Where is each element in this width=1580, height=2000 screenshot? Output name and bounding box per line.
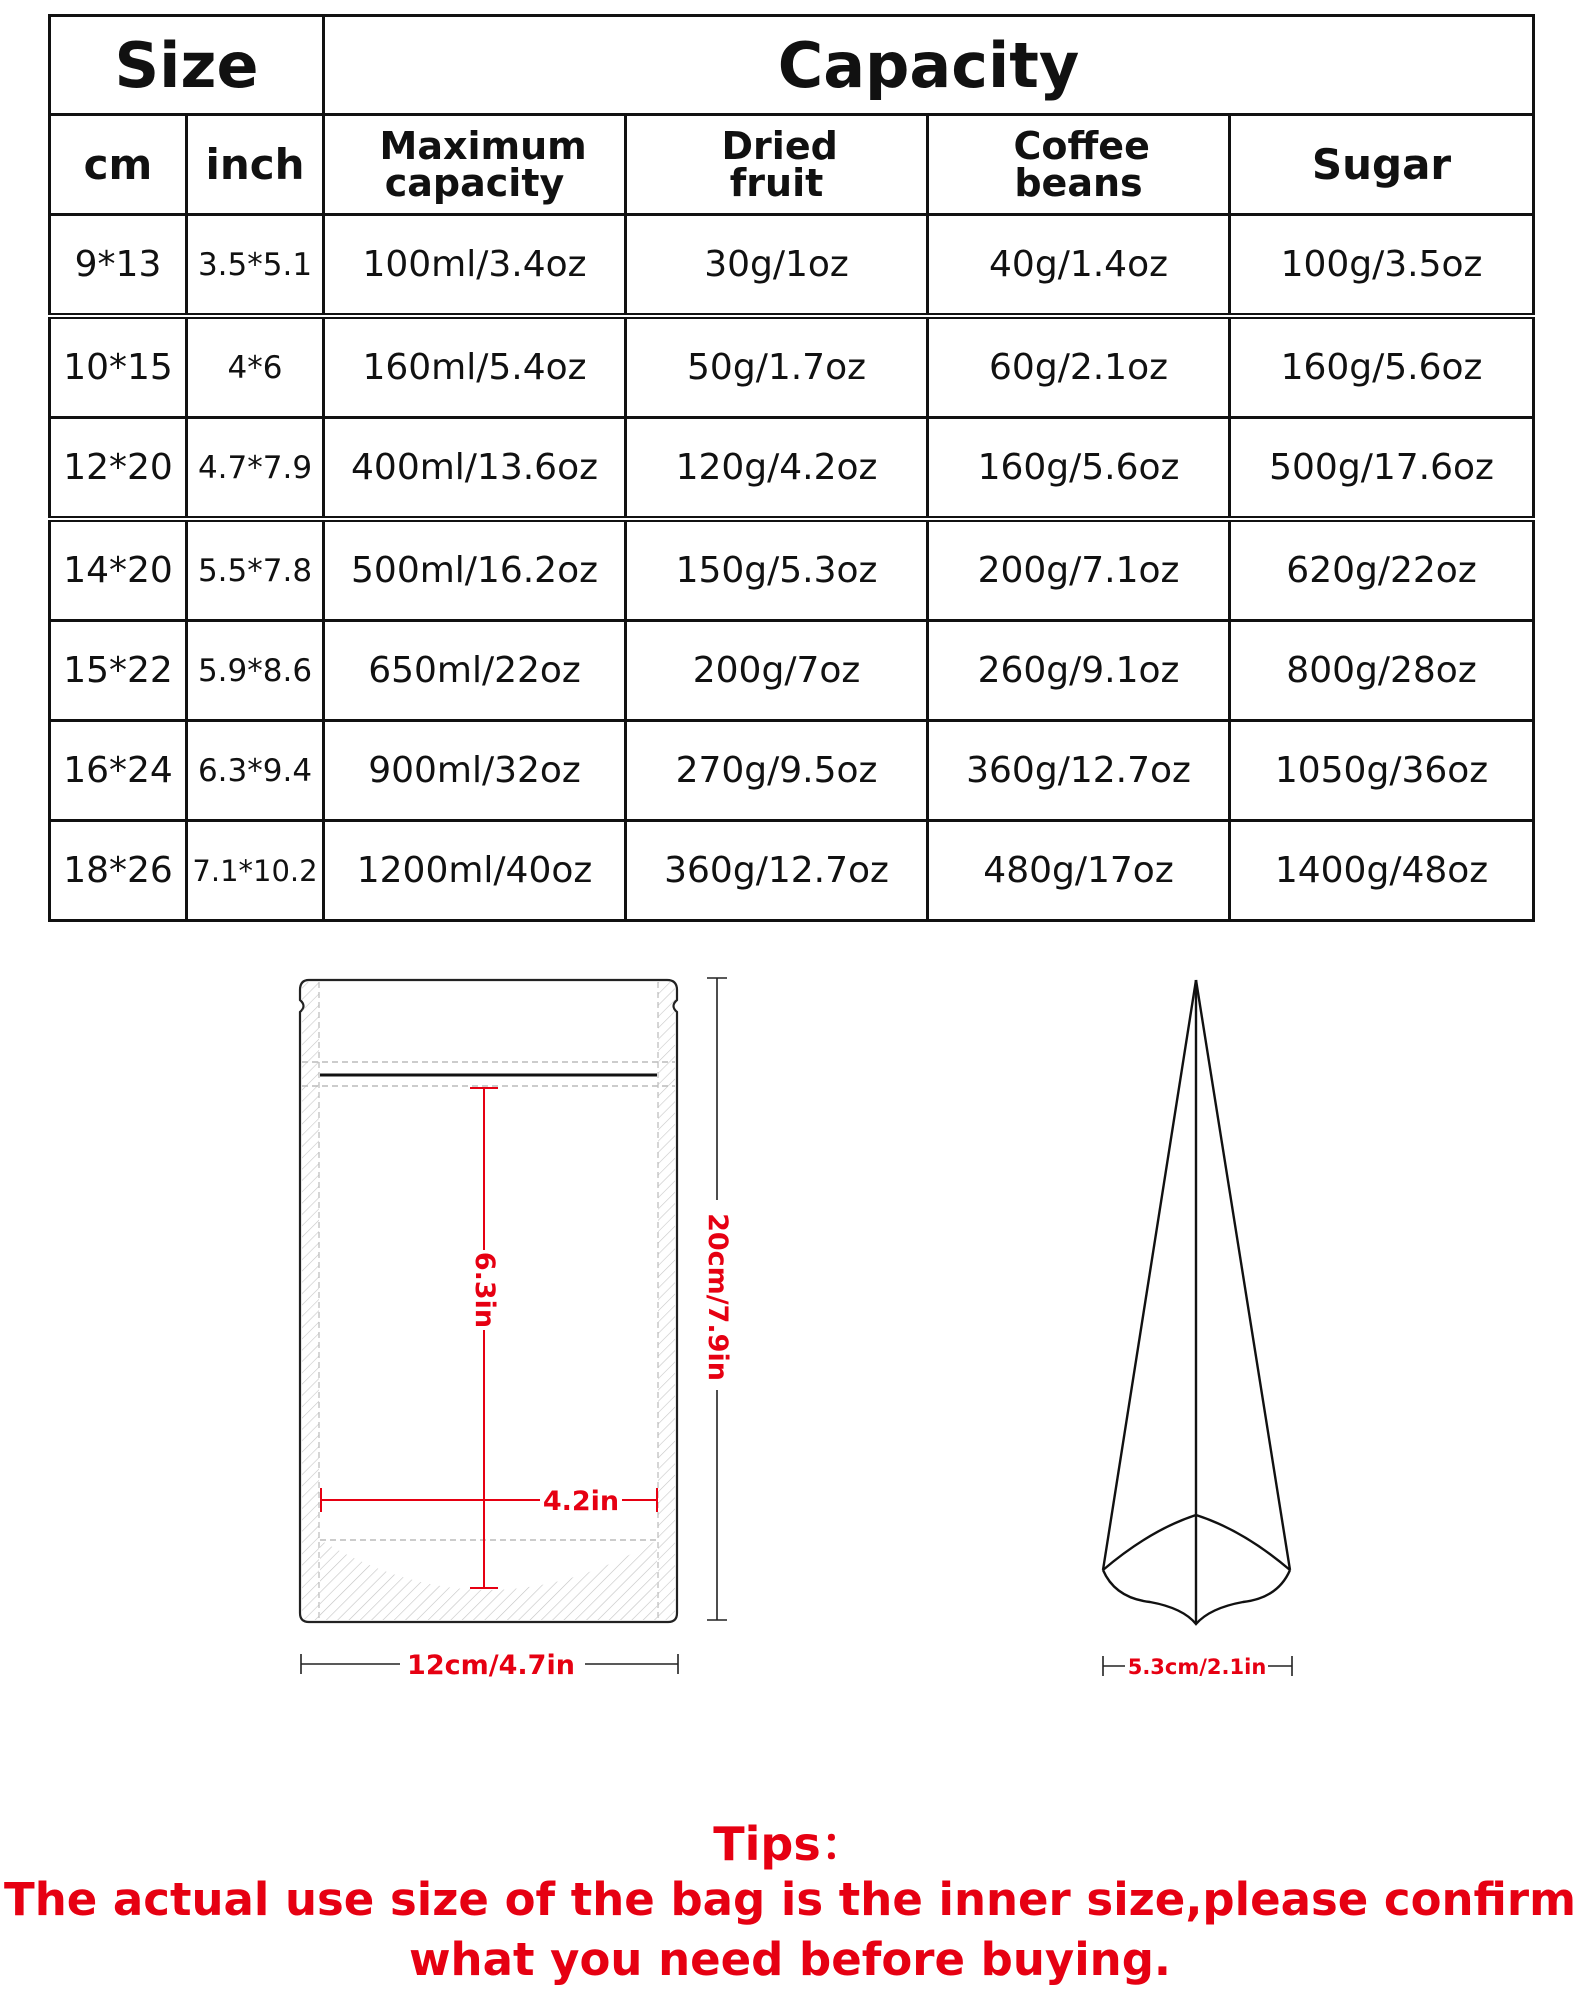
cell-sugar: 500g/17.6oz	[1230, 418, 1534, 520]
cell-cm: 10*15	[50, 316, 187, 418]
total-width-label: 12cm/4.7in	[407, 1650, 575, 1681]
cell-max-capacity: 100ml/3.4oz	[324, 215, 626, 317]
cell-sugar: 1400g/48oz	[1230, 821, 1534, 921]
cell-sugar: 100g/3.5oz	[1230, 215, 1534, 317]
tips-line-2: what you need before buying.	[408, 1933, 1171, 1986]
cell-max-capacity: 900ml/32oz	[324, 721, 626, 821]
cell-dried-fruit: 150g/5.3oz	[626, 519, 928, 621]
gusset-width-dimension	[1103, 1655, 1292, 1679]
cell-sugar: 800g/28oz	[1230, 621, 1534, 721]
column-header-dried-fruit: Dried fruit	[626, 115, 928, 215]
cell-dried-fruit: 50g/1.7oz	[626, 316, 928, 418]
cell-inch: 5.5*7.8	[187, 519, 324, 621]
cell-inch: 5.9*8.6	[187, 621, 324, 721]
cell-inch: 3.5*5.1	[187, 215, 324, 317]
cell-inch: 6.3*9.4	[187, 721, 324, 821]
cell-dried-fruit: 30g/1oz	[626, 215, 928, 317]
cell-inch: 4*6	[187, 316, 324, 418]
capacity-header: Capacity	[324, 16, 1534, 115]
cell-cm: 15*22	[50, 621, 187, 721]
inner-height-label: 6.3in	[469, 1251, 500, 1329]
cell-cm: 18*26	[50, 821, 187, 921]
cell-coffee-beans: 60g/2.1oz	[928, 316, 1230, 418]
column-header-sugar: Sugar	[1230, 115, 1534, 215]
cell-max-capacity: 400ml/13.6oz	[324, 418, 626, 520]
cell-cm: 14*20	[50, 519, 187, 621]
cell-inch: 7.1*10.2	[187, 821, 324, 921]
cell-coffee-beans: 160g/5.6oz	[928, 418, 1230, 520]
gusset-width-label: 5.3cm/2.1in	[1127, 1655, 1267, 1679]
total-height-dimension	[702, 978, 733, 1620]
cell-inch: 4.7*7.9	[187, 418, 324, 520]
cell-cm: 9*13	[50, 215, 187, 317]
cell-max-capacity: 650ml/22oz	[324, 621, 626, 721]
cell-coffee-beans: 360g/12.7oz	[928, 721, 1230, 821]
column-header-cm: cm	[50, 115, 187, 215]
cell-cm: 16*24	[50, 721, 187, 821]
cell-cm: 12*20	[50, 418, 187, 520]
inner-width-label: 4.2in	[542, 1486, 620, 1517]
total-height-label: 20cm/7.9in	[702, 1213, 733, 1381]
cell-max-capacity: 500ml/16.2oz	[324, 519, 626, 621]
tips-title: Tips：	[713, 1817, 867, 1871]
cell-sugar: 1050g/36oz	[1230, 721, 1534, 821]
tips-line-1: The actual use size of the bag is the inner size,please confirm	[4, 1873, 1576, 1926]
cell-coffee-beans: 40g/1.4oz	[928, 215, 1230, 317]
column-header-inch: inch	[187, 115, 324, 215]
cell-dried-fruit: 270g/9.5oz	[626, 721, 928, 821]
column-header-coffee-beans: Coffee beans	[928, 115, 1230, 215]
cell-sugar: 160g/5.6oz	[1230, 316, 1534, 418]
size-header: Size	[50, 16, 324, 115]
tips-message	[0, 1870, 1580, 1990]
cell-max-capacity: 160ml/5.4oz	[324, 316, 626, 418]
cell-coffee-beans: 200g/7.1oz	[928, 519, 1230, 621]
column-header-maximum-capacity: Maximum capacity	[324, 115, 626, 215]
side-bag-outline	[1103, 980, 1290, 1624]
cell-max-capacity: 1200ml/40oz	[324, 821, 626, 921]
cell-dried-fruit: 200g/7oz	[626, 621, 928, 721]
total-width-dimension	[301, 1650, 678, 1681]
cell-dried-fruit: 120g/4.2oz	[626, 418, 928, 520]
cell-sugar: 620g/22oz	[1230, 519, 1534, 621]
cell-dried-fruit: 360g/12.7oz	[626, 821, 928, 921]
cell-coffee-beans: 260g/9.1oz	[928, 621, 1230, 721]
cell-coffee-beans: 480g/17oz	[928, 821, 1230, 921]
